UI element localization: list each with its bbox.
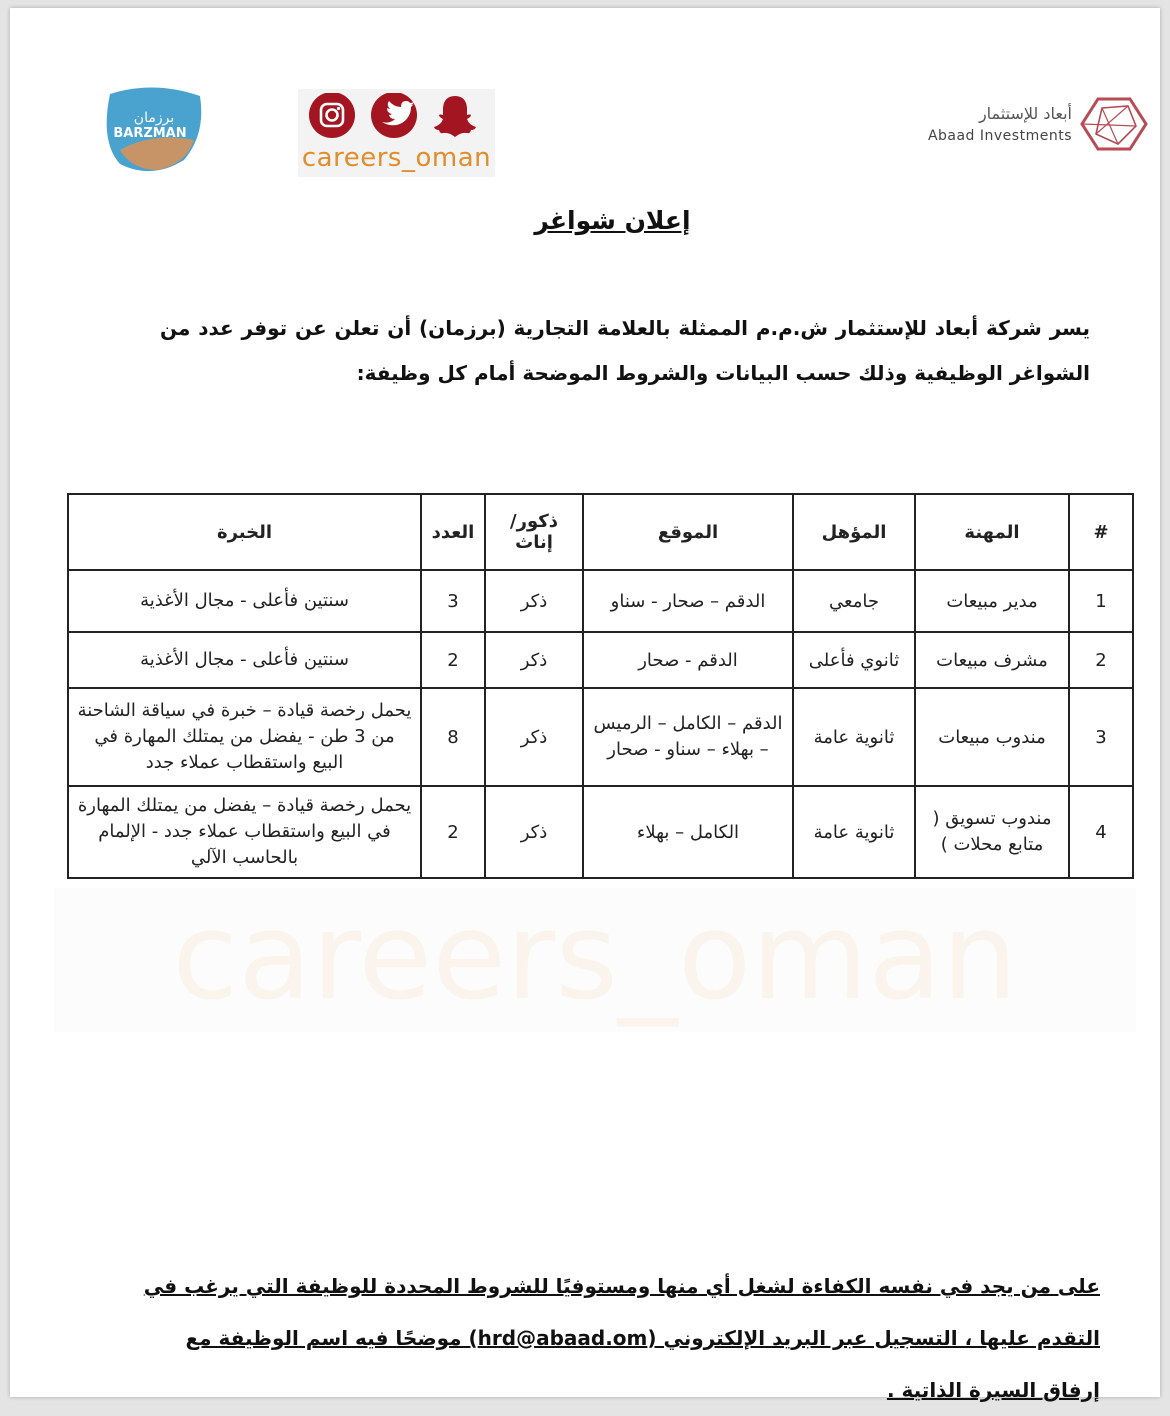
cell-count: 3 <box>421 570 485 632</box>
cell-location: الكامل – بهلاء <box>583 786 793 878</box>
header-profession: المهنة <box>915 494 1069 570</box>
cell-location: الدقم - صحار <box>583 632 793 688</box>
cell-experience: يحمل رخصة قيادة – خبرة في سياقة الشاحنة من 3 طن - يفضل من يمتلك المهارة في البيع واستقطاب عملاء جدد <box>68 688 421 786</box>
cell-profession: مندوب مبيعات <box>915 688 1069 786</box>
cell-experience: سنتين فأعلى - مجال الأغذية <box>68 570 421 632</box>
intro-paragraph: يسر شركة أبعاد للإستثمار ش.م.م الممثلة بالعلامة التجارية (برزمان) أن تعلن عن توفر عدد من الشواغر الوظيفية وذلك حسب البيانات والشروط الموضحة أمام كل وظيفة: <box>160 316 1090 385</box>
cell-profession: مدير مبيعات <box>915 570 1069 632</box>
cell-location: الدقم – الكامل – الرميس – بهلاء – سناو - صحار <box>583 688 793 786</box>
cell-qualification: ثانوية عامة <box>793 786 915 878</box>
cell-gender: ذكر <box>485 570 583 632</box>
cell-gender: ذكر <box>485 786 583 878</box>
header-number: # <box>1069 494 1133 570</box>
header-experience: الخبرة <box>68 494 421 570</box>
instagram-icon <box>309 93 355 138</box>
table-header-row <box>68 494 1133 570</box>
cell-qualification: ثانوية عامة <box>793 688 915 786</box>
application-instructions: على من يجد في نفسه الكفاءة لشغل أي منها ومستوفيًا للشروط المحددة للوظيفة التي يرغب في التقدم عليها ، التسجيل عبر البريد الإلكتروني (hrd@abaad.om) موضحًا فيه اسم الوظيفة مع إرفاق السيرة الذاتية . <box>143 1274 1100 1402</box>
vacancies-table <box>67 493 1134 879</box>
table-row <box>68 688 1133 786</box>
cell-number: 2 <box>1069 632 1133 688</box>
cell-profession: مندوب تسويق ( متابع محلات ) <box>915 786 1069 878</box>
table-row <box>68 786 1133 878</box>
cell-experience: سنتين فأعلى - مجال الأغذية <box>68 632 421 688</box>
barzman-logo <box>102 84 206 174</box>
abaad-emblem-icon <box>1078 94 1148 154</box>
cell-number: 3 <box>1069 688 1133 786</box>
cell-number: 1 <box>1069 570 1133 632</box>
cell-number: 4 <box>1069 786 1133 878</box>
cell-qualification: ثانوي فأعلى <box>793 632 915 688</box>
page-title: إعلان شواغر <box>534 206 691 235</box>
cell-count: 8 <box>421 688 485 786</box>
table-row <box>68 632 1133 688</box>
cell-count: 2 <box>421 786 485 878</box>
barzman-logo-arabic: برزمان <box>133 110 175 126</box>
header-location: الموقع <box>583 494 793 570</box>
header-gender: ذكور/إناث <box>485 494 583 570</box>
cell-gender: ذكر <box>485 632 583 688</box>
abaad-logo-arabic: أبعاد للإستثمار <box>978 104 1072 123</box>
cell-qualification: جامعي <box>793 570 915 632</box>
cell-count: 2 <box>421 632 485 688</box>
barzman-logo-english: BARZMAN <box>113 126 187 141</box>
watermark: careers_oman <box>54 888 1136 1032</box>
abaad-logo <box>918 94 1148 154</box>
cell-location: الدقم – صحار - سناو <box>583 570 793 632</box>
cell-experience: يحمل رخصة قيادة – يفضل من يمتلك المهارة في البيع واستقطاب عملاء جدد - الإلمام بالحاسب الآلي <box>68 786 421 878</box>
twitter-icon <box>371 93 417 138</box>
cell-gender: ذكر <box>485 688 583 786</box>
document-page <box>10 8 1160 1402</box>
abaad-logo-english: Abaad Investments <box>927 128 1072 144</box>
cell-profession: مشرف مبيعات <box>915 632 1069 688</box>
table-row <box>68 570 1133 632</box>
snapchat-icon <box>434 96 476 137</box>
social-banner <box>298 89 495 177</box>
header-count: العدد <box>421 494 485 570</box>
social-handle: careers_oman <box>301 143 492 173</box>
header-qualification: المؤهل <box>793 494 915 570</box>
